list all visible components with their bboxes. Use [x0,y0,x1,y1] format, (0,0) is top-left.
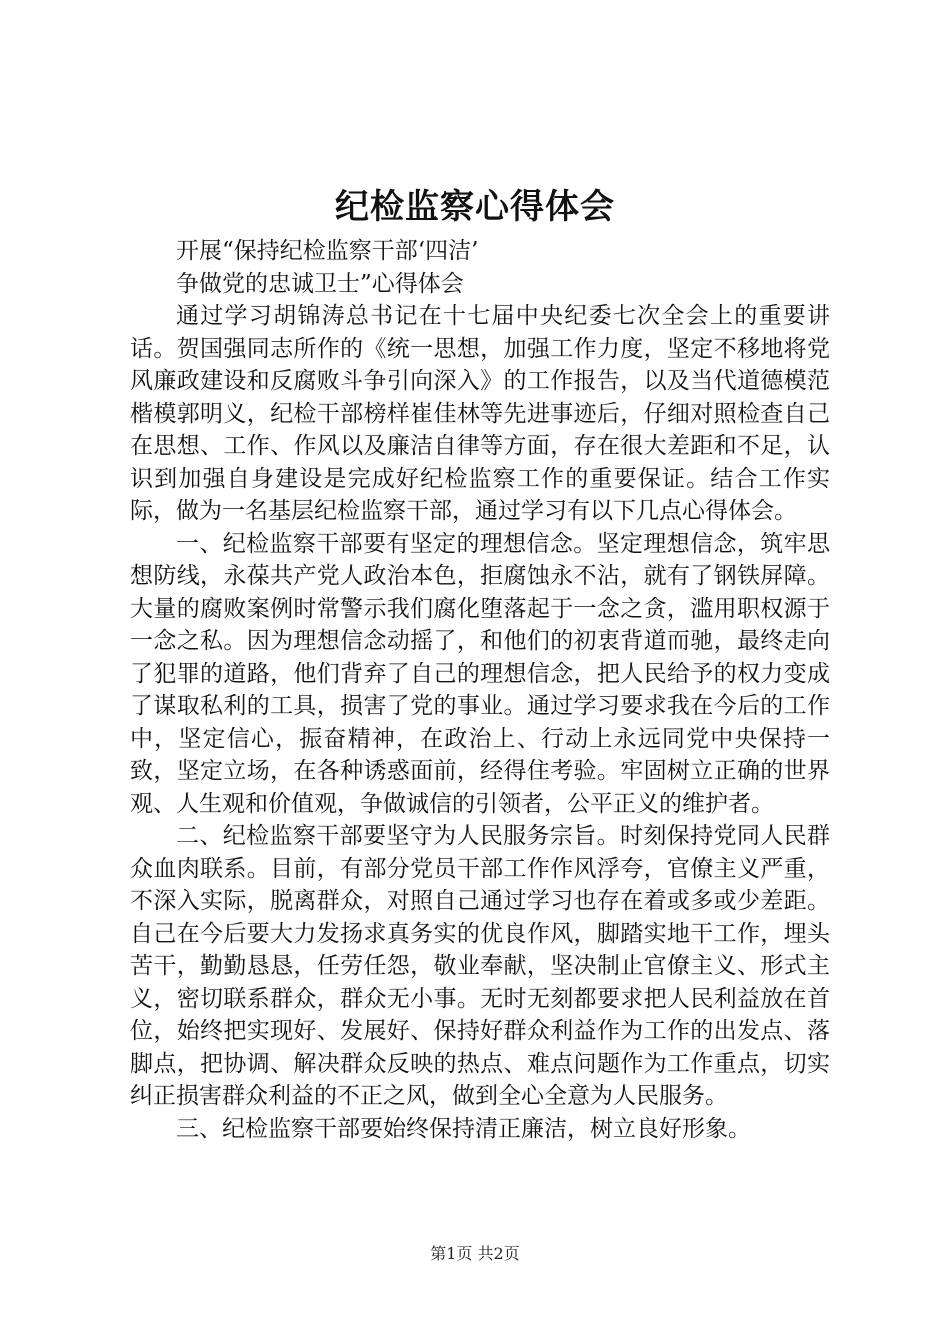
body-paragraph-3: 三、纪检监察干部要始终保持清正廉洁，树立良好形象。 [176,1115,751,1142]
body-paragraph-intro: 通过学习胡锦涛总书记在十七届中央纪委七次全会上的重要讲话。贺国强同志所作的《统一思想，加强工作力度，坚定不移地将党风廉政建设和反腐败斗争引向深入》的工作报告，以及当代道德模范楷模郭明义，纪检干部榜样崔佳林等先进事迹后，仔细对照检查自己在思想、工作、作风以及廉洁自律等方面，存在很大差距和不足，认识到加强自身建设是完成好纪检监察工作的重要保证。结合工作实际，做为一名基层纪检监察干部，通过学习有以下几点心得体会。 [130,303,830,524]
document-title: 纪检监察心得体会 [335,187,615,227]
body-paragraph-1: 一、纪检监察干部要有坚定的理想信念。坚定理想信念，筑牢思想防线，永葆共产党人政治本色，拒腐蚀永不沾，就有了钢铁屏障。大量的腐败案例时常警示我们腐化堕落起于一念之贪，滥用职权源于一念之私。因为理想信念动摇了，和他们的初衷背道而驰，最终走向了犯罪的道路，他们背弃了自己的理想信念，把人民给予的权力变成了谋取私利的工具，损害了党的事业。通过学习要求我在今后的工作中，坚定信心，振奋精神，在政治上、行动上永远同党中央保持一致，坚定立场，在各种诱惑面前，经得住考验。牢固树立正确的世界观、人生观和价值观，争做诚信的引领者，公平正义的维护者。 [130,530,830,817]
body-paragraph-2: 二、纪检监察干部要坚守为人民服务宗旨。时刻保持党同人民群众血肉联系。目前，有部分党员干部工作作风浮夸，官僚主义严重，不深入实际，脱离群众，对照自己通过学习也存在着或多或少差距。自己在今后要大力发扬求真务实的优良作风，脚踏实地干工作，埋头苦干，勤勤恳恳，任劳任怨，敬业奉献，坚决制止官僚主义、形式主义，密切联系群众，群众无小事。无时无刻都要求把人民利益放在首位，始终把实现好、发展好、保持好群众利益作为工作的出发点、落脚点，把协调、解决群众反映的热点、难点问题作为工作重点，切实纠正损害群众利益的不正之风，做到全心全意为人民服务。 [130,823,830,1109]
document-body [130,235,830,1145]
subtitle-line-2: 争做党的忠诚卫士”心得体会 [176,270,464,297]
page-number-footer: 第1页 共2页 [430,1244,520,1263]
subtitle-line-1: 开展“保持纪检监察干部‘四洁’ [176,238,479,264]
